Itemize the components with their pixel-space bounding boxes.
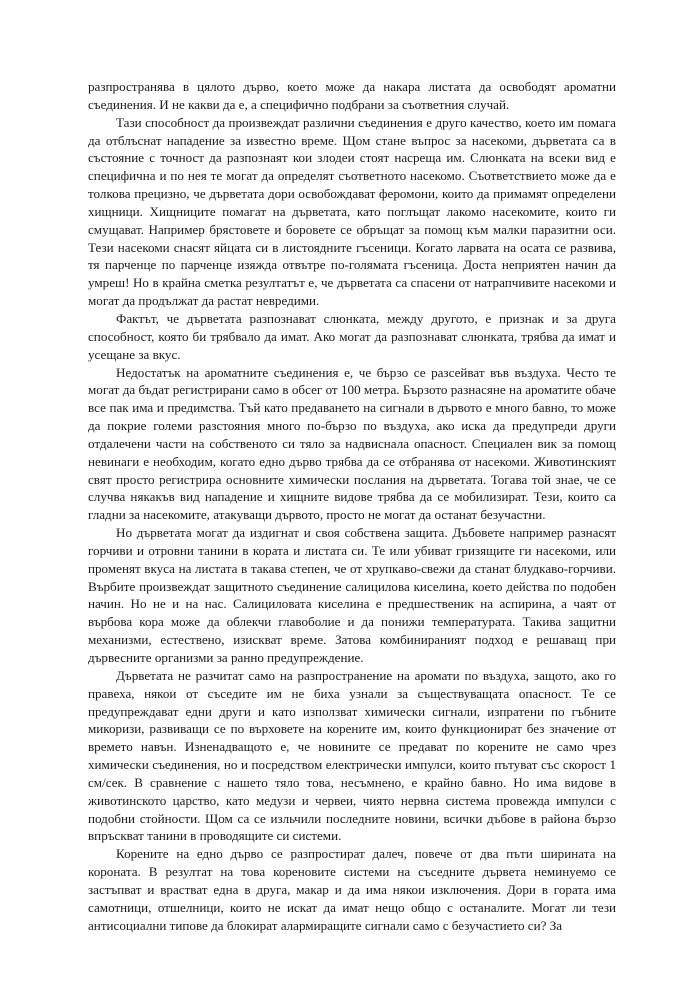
paragraph: Тази способност да произвеждат различни съединения е друго качество, което им помага да отблъснат нападение за известно време. Щом стане въпрос за насекоми, дърветата са в състояние с точност да разпознаят кои злодеи стоят насреща им. Слюнката на всеки вид е специфична и по нея те могат да определят съответното насекомо. Съответствието може да е толкова прецизно, че дърветата дори освобождават феромони, които да примамят определени хищници. Хищниците помагат на дърветата, като поглъщат лакомо насекомите, които ги смущават. Например брястовете и боровете се обръщат за помощ към малки паразитни оси. Тези насекоми снасят яйцата си в листоядните гъсеници. Когато ларвата на осата се развива, тя парченце по парченце изяжда отвътре по-голямата гъсеница. Доста неприятен начин да умреш! Но в крайна сметка резултатът е, че дърветата са спасени от натрапчивите насекоми и могат да продължат да растат невредими. <box>88 114 616 309</box>
document-page <box>88 78 616 935</box>
paragraph: Но дърветата могат да издигнат и своя собствена защита. Дъбовете например разнасят горчиви и отровни танини в кората и листата си. Те или убиват гризящите ги насекоми, или променят вкуса на листата в такава степен, че от хрупкаво-свежи да станат блудкаво-горчиви. Върбите произвеждат защитното съединение салицилова киселина, което действа по подобен начин. Но не и на нас. Салициловата киселина е предшественик на аспирина, а чаят от върбова кора може да облекчи главоболие и да понижи температурата. Такива защитни механизми, естествено, изискват време. Затова комбинираният подход е решаващ при дървесните организми за ранно предупреждение. <box>88 525 616 665</box>
paragraph: Фактът, че дърветата разпознават слюнката, между другото, е признак и за друга способност, която би трябвало да имат. Ако могат да разпознават слюнката, трябва да имат и усещане за вкус. <box>88 310 616 362</box>
paragraph: Корените на едно дърво се разпростират далеч, повече от два пъти ширината на короната. В резултат на това кореновите системи на съседните дървета неминуемо се застъпват и врастват една в друга, макар и да има някои изключения. Дори в гората има самотници, отшелници, които не искат да имат нещо общо с останалите. Могат ли тези антисоциални типове да блокират алармиращите сигнали само с безучастието си? За <box>88 846 616 933</box>
paragraph: Недостатък на ароматните съединения е, че бързо се разсейват във въздуха. Често те могат да бъдат регистрирани само в обсег от 100 метра. Бързото разнасяне на ароматите обаче все пак има и предимства. Тъй като предаването на сигнали в дървото е много бавно, то може да покрие големи разстояния много по-бързо по въздуха, ако иска да предупреди други отдалечени части на собственото си тяло за надвиснала опасност. Специален вик за помощ невинаги е необходим, когато едно дърво трябва да се отбранява от насекоми. Животинският свят просто регистрира основните химически послания на дърветата. Тогава той знае, че се случва някакъв вид нападение и хищните видове трябва да се мобилизират. Тези, които са гладни за насекомите, атакуващи дървото, просто не могат да останат безучастни. <box>88 364 616 523</box>
paragraph: Дърветата не разчитат само на разпространение на аромати по въздуха, защото, ако го правеха, някои от съседите им не биха узнали за съществуващата опасност. Те се предупреждават едни други и като използват химически сигнали, изпратени по гъбните микоризи, развиващи се по върховете на корените им, които функционират без значение от времето навън. Изненадващото е, че новините се предават по корените не само чрез химически съединения, но и посредством електрически импулси, които пътуват със скорост 1 см/сек. В сравнение с нашето тяло това, несъмнено, е крайно бавно. Но има видове в животинското царство, като медузи и червеи, чиято нервна система провежда импулси с подобни стойности. Щом са се изльчили последните новини, всички дъбове в района бързо впръскват танини в проводящите си системи. <box>88 667 616 844</box>
paragraph-continuation: разпространява в цялото дърво, което може да накара листата да освободят ароматни съединения. И не какви да е, а специфично подбрани за съответния случай. <box>88 79 616 112</box>
